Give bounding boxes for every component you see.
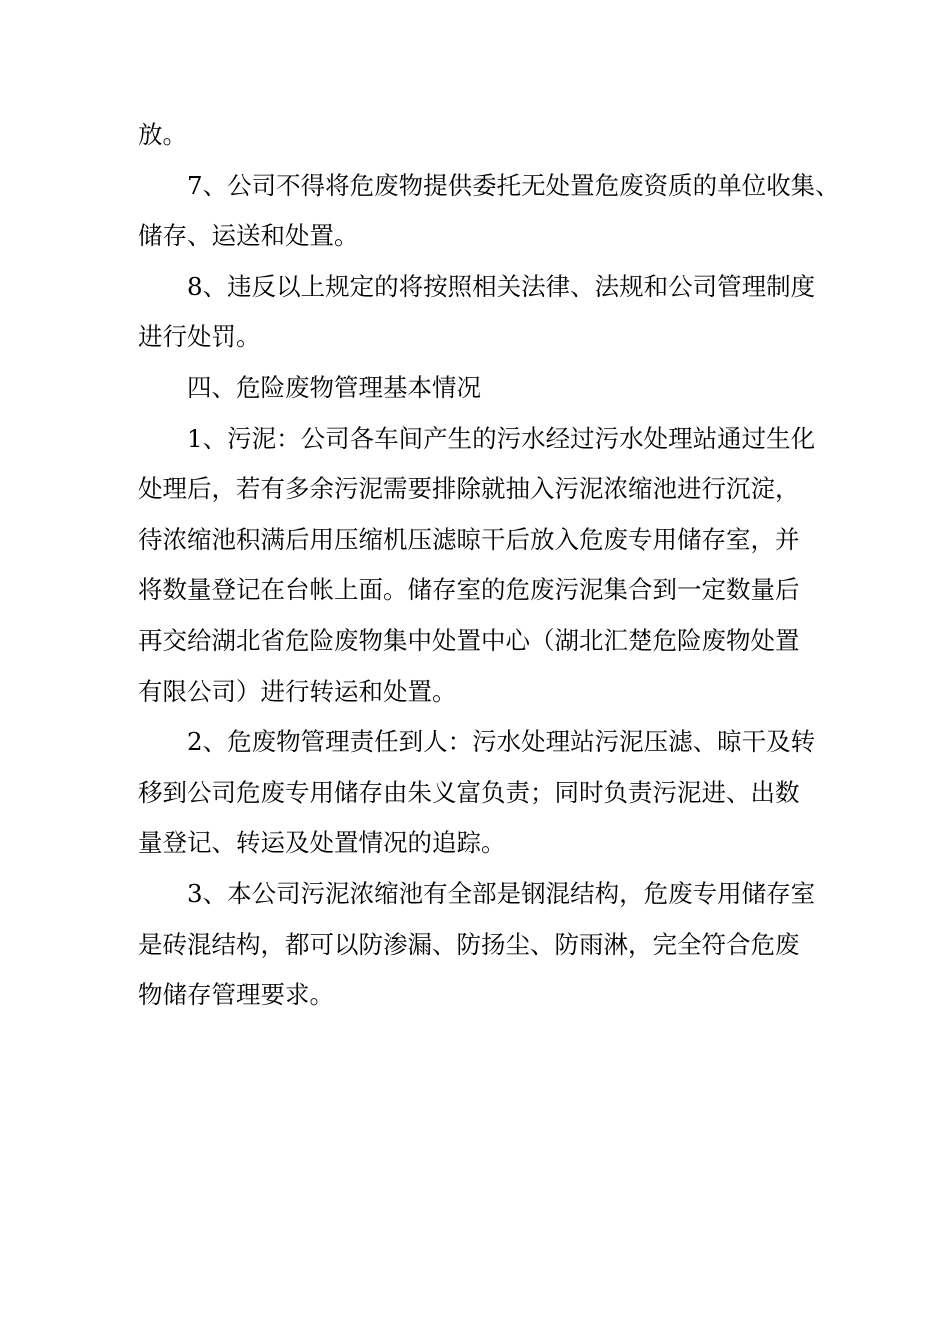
text-line: 1、污泥：公司各车间产生的污水经过污水处理站通过生化 xyxy=(187,423,816,453)
text-line: 将数量登记在台帐上面。储存室的危废污泥集合到一定数量后 xyxy=(138,575,800,605)
text-line: 7、公司不得将危废物提供委托无处置危废资质的单位收集、 xyxy=(187,170,840,200)
text-line: 处理后，若有多余污泥需要排除就抽入污泥浓缩池进行沉淀， xyxy=(138,474,800,504)
text-line: 是砖混结构，都可以防渗漏、防扬尘、防雨淋，完全符合危废 xyxy=(138,929,800,959)
section-heading: 四、危险废物管理基本情况 xyxy=(187,372,481,402)
text-line: 量登记、转运及处置情况的追踪。 xyxy=(138,828,506,858)
text-line: 2、危废物管理责任到人：污水处理站污泥压滤、晾干及转 xyxy=(187,727,816,757)
text-line: 待浓缩池积满后用压缩机压滤晾干后放入危废专用储存室，并 xyxy=(138,524,800,554)
text-line: 物储存管理要求。 xyxy=(138,980,334,1010)
text-line: 再交给湖北省危险废物集中处置中心（湖北汇楚危险废物处置 xyxy=(138,625,800,655)
text-line: 储存、运送和处置。 xyxy=(138,221,359,251)
document-body xyxy=(138,110,840,1021)
text-line: 8、违反以上规定的将按照相关法律、法规和公司管理制度 xyxy=(187,271,816,301)
text-line: 3、本公司污泥浓缩池有全部是钢混结构，危废专用储存室 xyxy=(187,878,816,908)
text-line: 放。 xyxy=(138,120,187,149)
text-line: 移到公司危废专用储存由朱义富负责；同时负责污泥进、出数 xyxy=(138,777,800,807)
text-line: 有限公司）进行转运和处置。 xyxy=(138,676,457,706)
text-line: 进行处罚。 xyxy=(138,322,261,352)
